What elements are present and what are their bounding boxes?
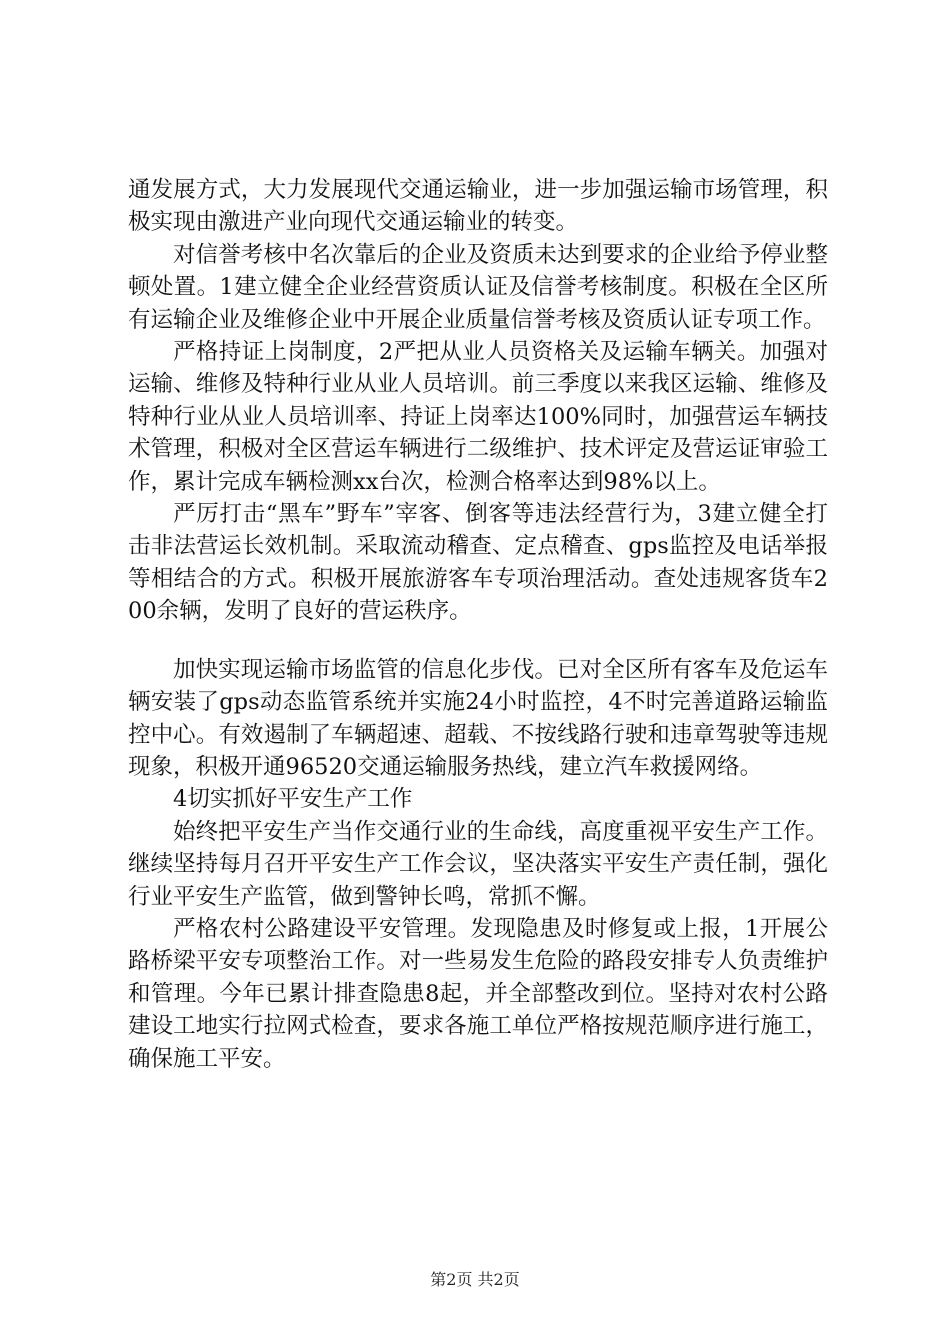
paragraph: 对信誉考核中名次靠后的企业及资质未达到要求的企业给予停业整顿处置。1建立健全企业经营资质认证及信誉考核制度。积极在全区所有运输企业及维修企业中开展企业质量信誉考核及资质认证专项工作。 — [128, 241, 828, 333]
page-number: 第2页 共2页 — [430, 1270, 520, 1289]
paragraph: 严厉打击“黑车”野车”宰客、倒客等违法经营行为，3建立健全打击非法营运长效机制。采取流动稽查、定点稽查、gps监控及电话举报等相结合的方式。积极开展旅游客车专项治理活动。查处违规客货车200余辆，发明了良好的营运秩序。 — [128, 501, 828, 625]
section-heading: 4切实抓好平安生产工作 — [173, 786, 413, 813]
paragraph: 始终把平安生产当作交通行业的生命线，高度重视平安生产工作。继续坚持每月召开平安生产工作会议，坚决落实平安生产责任制，强化行业平安生产监管，做到警钟长鸣，常抓不懈。 — [128, 818, 828, 910]
paragraph: 严格持证上岗制度，2严把从业人员资格关及运输车辆关。加强对运输、维修及特种行业从业人员培训。前三季度以来我区运输、维修及特种行业从业人员培训率、持证上岗率达100%同时，加强营运车辆技术管理，积极对全区营运车辆进行二级维护、技术评定及营运证审验工作，累计完成车辆检测xx台次，检测合格率达到98%以上。 — [128, 339, 828, 495]
paragraph: 通发展方式，大力发展现代交通运输业，进一步加强运输市场管理，积极实现由激进产业向现代交通运输业的转变。 — [128, 177, 828, 236]
document-body — [128, 174, 828, 1075]
paragraph: 加快实现运输市场监管的信息化步伐。已对全区所有客车及危运车辆安装了gps动态监管系统并实施24小时监控，4不时完善道路运输监控中心。有效遏制了车辆超速、超载、不按线路行驶和违章驾驶等违规现象，积极开通96520交通运输服务热线，建立汽车救援网络。 — [128, 656, 828, 780]
paragraph: 严格农村公路建设平安管理。发现隐患及时修复或上报，1开展公路桥梁平安专项整治工作。对一些易发生危险的路段安排专人负责维护和管理。今年已累计排查隐患8起，并全部整改到位。坚持对农村公路建设工地实行拉网式检查，要求各施工单位严格按规范顺序进行施工，确保施工平安。 — [128, 915, 828, 1072]
